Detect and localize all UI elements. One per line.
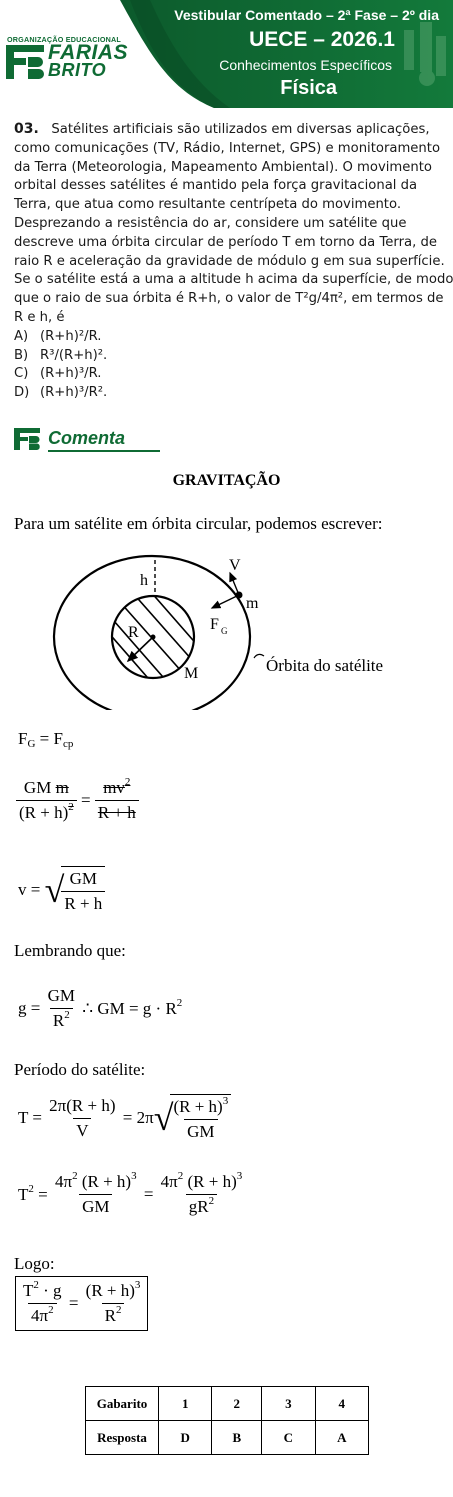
label-M: M xyxy=(184,665,199,682)
option-d: D) (R+h)³/R². xyxy=(14,385,108,401)
option-a: A) (R+h)²/R. xyxy=(14,328,102,344)
logo-word-farias: FARIAS xyxy=(48,41,129,64)
orbit-diagram xyxy=(0,545,453,710)
question-line: R e h, é xyxy=(14,309,65,325)
label-R: R xyxy=(128,624,139,641)
table-cell: D xyxy=(159,1421,212,1455)
force-arrow xyxy=(212,595,239,608)
exam-title: UECE – 2026.1 xyxy=(249,28,395,51)
table-cell: 4 xyxy=(315,1387,368,1421)
question-line: como comunicações (TV, Rádio, Internet, GPS) e monitoramento xyxy=(14,140,441,156)
label-F: F xyxy=(210,616,219,633)
solution-intro: Para um satélite em órbita circular, podemos escrever: xyxy=(14,514,383,533)
solution-heading: GRAVITAÇÃO xyxy=(172,472,281,489)
equation-t-squared: $T^2$ = $\frac{4\pi^2 (R + h)^3}{GM}$ = $\frac{4\pi^2 (R + h)^3}{gR^2}$ xyxy=(18,1170,243,1216)
label-F-sub: G xyxy=(221,626,228,636)
orbit-label: Órbita do satélite xyxy=(266,656,384,675)
label-V: V xyxy=(229,557,241,574)
exam-line: Vestibular Comentado – 2ª Fase – 2º dia xyxy=(174,7,439,23)
equation-period: T = $\frac{2\pi(R + h)}{V}$ = 2π√ $\frac{(R + h)^3}{GM}$ xyxy=(18,1094,231,1142)
table-header-cell: Gabarito xyxy=(86,1387,159,1421)
question-line: raio R e aceleração da gravidade de módulo g em sua superfície. xyxy=(14,253,445,269)
comenta-label: Comenta xyxy=(48,428,126,448)
equation-gm: g = $\frac{GM}{R^2}$ ∴ GM = $g \cdot R^2$ xyxy=(18,986,183,1030)
question-line: Se o satélite está a uma a altitude h acima da superfície, de modo xyxy=(14,272,453,288)
page-header xyxy=(0,0,453,108)
answer-table xyxy=(85,1386,369,1455)
exam-subtitle: Conhecimentos Específicos xyxy=(219,57,392,73)
table-cell: A xyxy=(315,1421,368,1455)
table-cell: 3 xyxy=(262,1387,315,1421)
table-row xyxy=(86,1387,369,1421)
table-cell: 1 xyxy=(159,1387,212,1421)
label-h: h xyxy=(140,572,148,589)
equation-forces: $\frac{\text{GM m}}{(R + h)^2}$ = $\frac{mv^2}{R + h}$ xyxy=(16,778,139,823)
table-row xyxy=(86,1421,369,1455)
question-block xyxy=(14,120,453,403)
subject-title: Física xyxy=(280,77,337,99)
table-cell: B xyxy=(212,1421,262,1455)
question-line: da Terra (Meteorologia, Mapeamento Ambiental). O movimento xyxy=(14,159,432,175)
question-line: Desprezando a resistência do ar, considere um satélite que xyxy=(14,215,407,231)
table-cell: C xyxy=(262,1421,315,1455)
label-m: m xyxy=(246,595,259,612)
final-result-box: $\frac{T^2 \cdot g}{4\pi^2}$ = $\frac{(R + h)^3}{R^2}$ xyxy=(15,1276,148,1331)
equation-fg-fcp: $F_G = F_{cp}$ xyxy=(18,729,74,750)
question-line: orbital desses satélites é mantido pela força gravitacional da xyxy=(14,178,418,194)
comenta-underline xyxy=(48,450,160,452)
org-name: ORGANIZAÇÃO EDUCACIONAL xyxy=(7,35,122,44)
option-c: C) (R+h)³/R. xyxy=(14,366,102,382)
periodo-label: Período do satélite: xyxy=(14,1060,146,1079)
equation-velocity: v = √ $\frac{GM}{R + h}$ xyxy=(18,866,105,914)
table-cell: 2 xyxy=(212,1387,262,1421)
question-line: descreve uma órbita circular de período T em torno da Terra, de xyxy=(14,234,437,250)
fb-logo-icon xyxy=(6,45,46,79)
question-line: Terra, que atua como resultante centrípeta do movimento. xyxy=(14,197,402,213)
question-line: que o raio de sua órbita é R+h, o valor de T²g/4π², em termos de xyxy=(14,291,444,307)
option-b: B) R³/(R+h)². xyxy=(14,347,108,363)
comenta-banner xyxy=(14,428,160,452)
logo-label: Logo: xyxy=(14,1254,55,1273)
table-header-cell: Resposta xyxy=(86,1421,159,1455)
logo-word-brito: BRITO xyxy=(48,60,107,80)
fb-comenta-icon xyxy=(14,428,46,450)
question-line: 03. Satélites artificiais são utilizados em diversas aplicações, xyxy=(14,121,430,137)
question-number: 03. xyxy=(14,121,39,137)
lembrando-label: Lembrando que: xyxy=(14,941,126,960)
